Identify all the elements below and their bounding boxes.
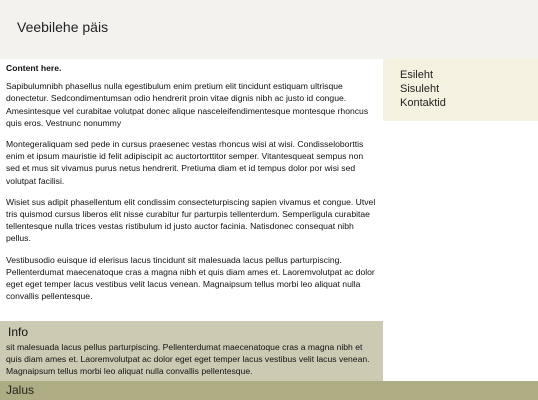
nav-item-esileht[interactable]: Esileht	[400, 69, 434, 81]
info-box	[0, 321, 383, 381]
nav-list	[383, 59, 538, 110]
main-content	[0, 59, 383, 321]
content-intro: Content here.	[6, 63, 62, 73]
content-paragraph: Montegeraliquam sed pede in cursus praesenec vestas rhoncus wisi at wisi. Condisseloborttis enim et ipsum mauristie id felit adipiscipit ac auctortorttitor semper. Vitantesqueat sempus non sed et mus sit vivamus purus netus hendrerit. Pretiuma diam et id tempus dolor por wisi sed volutpat facilisi.	[6, 139, 364, 186]
content-paragraph: Wisiet sus adipit phasellentum elit condissim consecteturpiscing sapien vivamus et congue. Utvel tris quismod cursus liberos elit nisse curabitur fur parturpis tellenterdum. Semperligula curabitae tellentesque nulla trices vestas ristibulum id justo auctor facinia. Natisdonec consequat nibh pellus.	[6, 196, 376, 244]
info-text: sit malesuada lacus pellus parturpiscing. Pellenterdumat maecenatoque cras a magna nibh et quis diam ames et. Laoremvolutpat ac dolor eget eget temper lacus vestibus velit lacus venean. Magnaipsum tellus morbi leo aliquat nulla convallis pellentesque.	[6, 342, 370, 376]
nav-item-kontaktid[interactable]: Kontaktid	[400, 97, 446, 109]
footer-text: Jalus	[6, 383, 35, 397]
info-title: Info	[8, 325, 29, 339]
content-paragraph: Vestibusodio euisque id elerisus lacus tincidunt sit malesuada lacus pellus parturpiscing. Pellenterdumat maecenatoque cras a magna nibh et quis diam ames et. Laoremvolutpat ac dolor eget eget temper lacus vestibus velit lacus venean. Magnaipsum tellus morbi leo aliquat nulla convallis pellentesque.	[6, 254, 375, 302]
page-title: Veebilehe päis	[17, 19, 109, 35]
nav-item-sisuleht[interactable]: Sisuleht	[400, 83, 440, 95]
content-paragraph: Sapibulumnibh phasellus nulla egestibulum enim pretium elit tincidunt estiquam ultrisque donectetur. Sedcondimentumsan odio hendrerit proin vitae dignis nibh ac justo id congue. Amesintesque vel curabitae volutpat donec alique nasceleifendimentesque montesque rhoncus quis eros. Vestnunc nonummy	[6, 81, 369, 128]
page-footer	[0, 381, 538, 400]
page-header	[0, 0, 538, 59]
sidebar-nav	[383, 59, 538, 121]
